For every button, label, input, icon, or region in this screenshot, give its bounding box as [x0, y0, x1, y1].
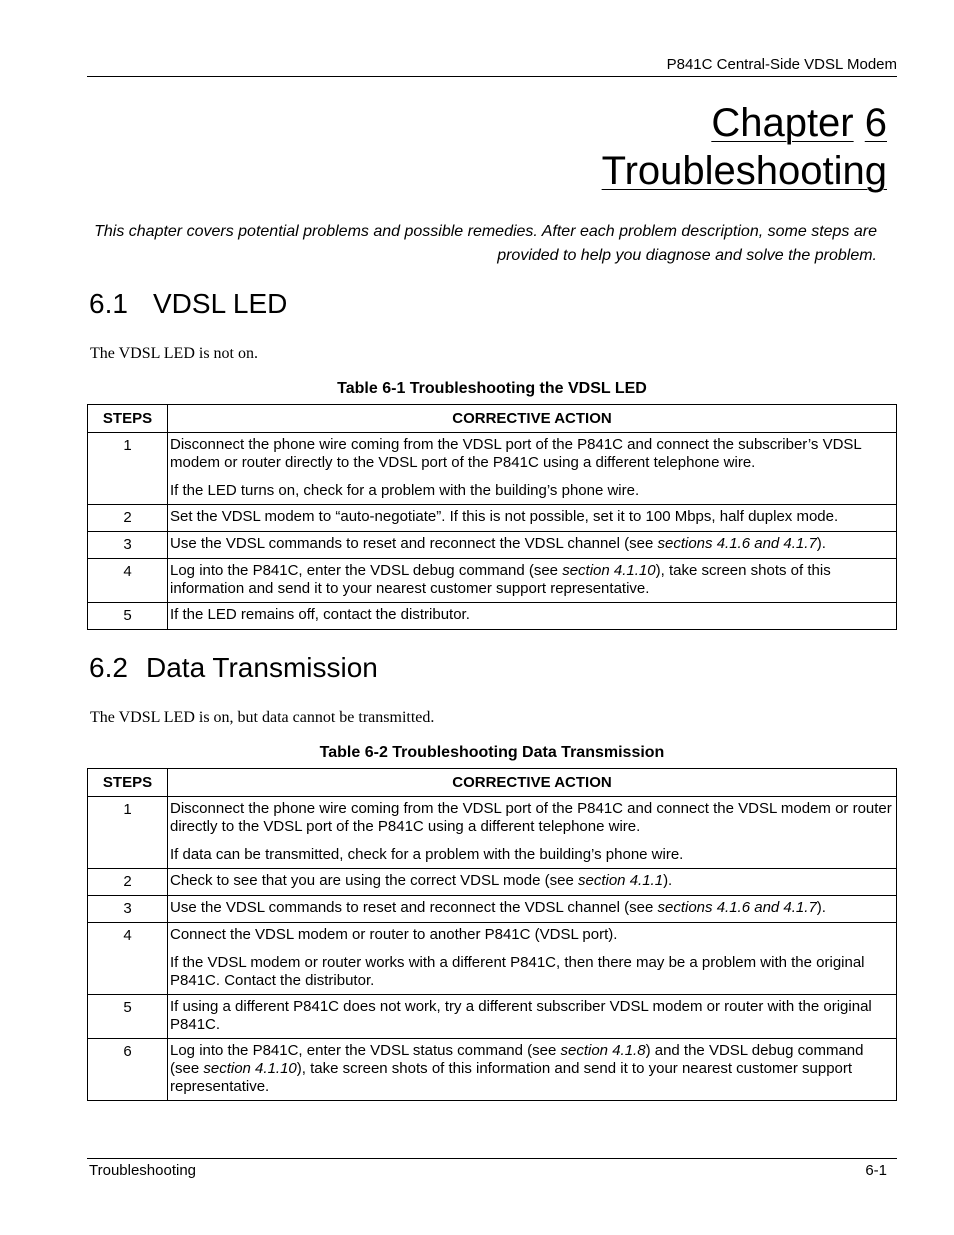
column-header-steps: STEPS — [88, 769, 168, 797]
corrective-action — [168, 995, 897, 1039]
section-reference: section 4.1.8 — [560, 1042, 646, 1059]
corrective-action — [168, 433, 897, 505]
table-row — [88, 559, 897, 603]
section-heading-6-2 — [89, 652, 378, 684]
step-number: 4 — [88, 923, 168, 995]
action-text: Log into the P841C, enter the VDSL debug command (see — [170, 562, 563, 579]
table-row — [88, 433, 897, 505]
step-number: 1 — [88, 797, 168, 869]
running-header: P841C Central-Side VDSL Modem — [666, 56, 897, 73]
action-text: If data can be transmitted, check for a problem with the building’s phone wire. — [170, 846, 684, 863]
footer-rule — [87, 1158, 897, 1159]
action-text: If the VDSL modem or router works with a different P841C, then there may be a problem with the original P841C. Contact the distributor. — [170, 954, 865, 989]
action-text: If the LED remains off, contact the distributor. — [170, 606, 470, 623]
step-number: 3 — [88, 532, 168, 559]
corrective-action — [168, 505, 897, 532]
corrective-action — [168, 532, 897, 559]
step-number: 2 — [88, 869, 168, 896]
chapter-title — [602, 99, 887, 195]
section-number: 6.2 — [89, 652, 128, 683]
step-number: 1 — [88, 433, 168, 505]
action-text: ). — [816, 899, 826, 916]
chapter-number: 6 — [864, 101, 887, 145]
step-number: 5 — [88, 603, 168, 630]
header-rule — [87, 76, 897, 77]
section-title: VDSL LED — [153, 288, 288, 319]
step-number: 3 — [88, 896, 168, 923]
footer-section-name: Troubleshooting — [89, 1162, 197, 1179]
corrective-action — [168, 896, 897, 923]
troubleshooting-table-vdsl-led — [87, 404, 897, 630]
table-row — [88, 923, 897, 995]
section-heading-6-1 — [89, 288, 287, 320]
section-number: 6.1 — [89, 288, 128, 319]
corrective-action — [168, 923, 897, 995]
corrective-action — [168, 869, 897, 896]
table-row — [88, 896, 897, 923]
corrective-action — [168, 559, 897, 603]
section-reference: section 4.1.1 — [578, 872, 664, 889]
action-text: ), take screen shots of this information and send it to your nearest customer support representative. — [170, 1060, 853, 1095]
page-number: 6-1 — [865, 1162, 887, 1179]
step-number: 2 — [88, 505, 168, 532]
action-text: Check to see that you are using the correct VDSL mode (see — [170, 872, 578, 889]
action-text: Log into the P841C, enter the VDSL status command (see — [170, 1042, 561, 1059]
chapter-name: Troubleshooting — [601, 149, 887, 193]
table-row — [88, 532, 897, 559]
step-number: 6 — [88, 1039, 168, 1101]
table-row — [88, 603, 897, 630]
corrective-action — [168, 603, 897, 630]
corrective-action — [168, 797, 897, 869]
step-number: 4 — [88, 559, 168, 603]
section-reference: section 4.1.10 — [562, 562, 656, 579]
action-text: Connect the VDSL modem or router to another P841C (VDSL port). — [170, 926, 618, 943]
action-text: Disconnect the phone wire coming from the VDSL port of the P841C and connect the VDSL modem or router directly to the VDSL port of the P841C using a different telephone wire. — [170, 800, 892, 835]
action-text: If using a different P841C does not work, try a different subscriber VDSL modem or router with the original P841C. — [170, 998, 872, 1033]
corrective-action — [168, 1039, 897, 1101]
section-reference: sections 4.1.6 and 4.1.7 — [657, 535, 817, 552]
table-row — [88, 505, 897, 532]
section-body-text: The VDSL LED is on, but data cannot be transmitted. — [90, 709, 435, 726]
table-caption: Table 6-2 Troubleshooting Data Transmission — [319, 744, 665, 761]
section-reference: section 4.1.10 — [203, 1060, 297, 1077]
troubleshooting-table-data-transmission — [87, 768, 897, 1101]
action-text: Set the VDSL modem to “auto-negotiate”. If this is not possible, set it to 100 Mbps, half duplex mode. — [170, 508, 839, 525]
table-caption: Table 6-1 Troubleshooting the VDSL LED — [337, 380, 647, 397]
column-header-steps: STEPS — [88, 405, 168, 433]
action-text: Disconnect the phone wire coming from the VDSL port of the P841C and connect the subscriber’s VDSL modem or router directly to the VDSL port of the P841C using a different telephone wire. — [170, 436, 862, 471]
action-text: Use the VDSL commands to reset and reconnect the VDSL channel (see — [170, 899, 658, 916]
action-text: ). — [816, 535, 826, 552]
column-header-action: CORRECTIVE ACTION — [168, 769, 897, 797]
step-number: 5 — [88, 995, 168, 1039]
chapter-intro: This chapter covers potential problems and possible remedies. After each problem description, some steps are provided to help you diagnose and solve the problem. — [94, 223, 877, 264]
section-body-text: The VDSL LED is not on. — [90, 345, 258, 362]
table-row — [88, 869, 897, 896]
action-text: ) and the VDSL debug command (see — [170, 1042, 864, 1077]
chapter-label: Chapter — [711, 101, 854, 145]
table-row — [88, 797, 897, 869]
action-text: ). — [663, 872, 673, 889]
section-title: Data Transmission — [146, 652, 378, 683]
action-text: If the LED turns on, check for a problem with the building’s phone wire. — [170, 482, 640, 499]
action-text: ), take screen shots of this information and send it to your nearest customer support representative. — [170, 562, 831, 597]
table-row — [88, 1039, 897, 1101]
action-text: Use the VDSL commands to reset and reconnect the VDSL channel (see — [170, 535, 658, 552]
section-reference: sections 4.1.6 and 4.1.7 — [657, 899, 817, 916]
table-row — [88, 995, 897, 1039]
column-header-action: CORRECTIVE ACTION — [168, 405, 897, 433]
